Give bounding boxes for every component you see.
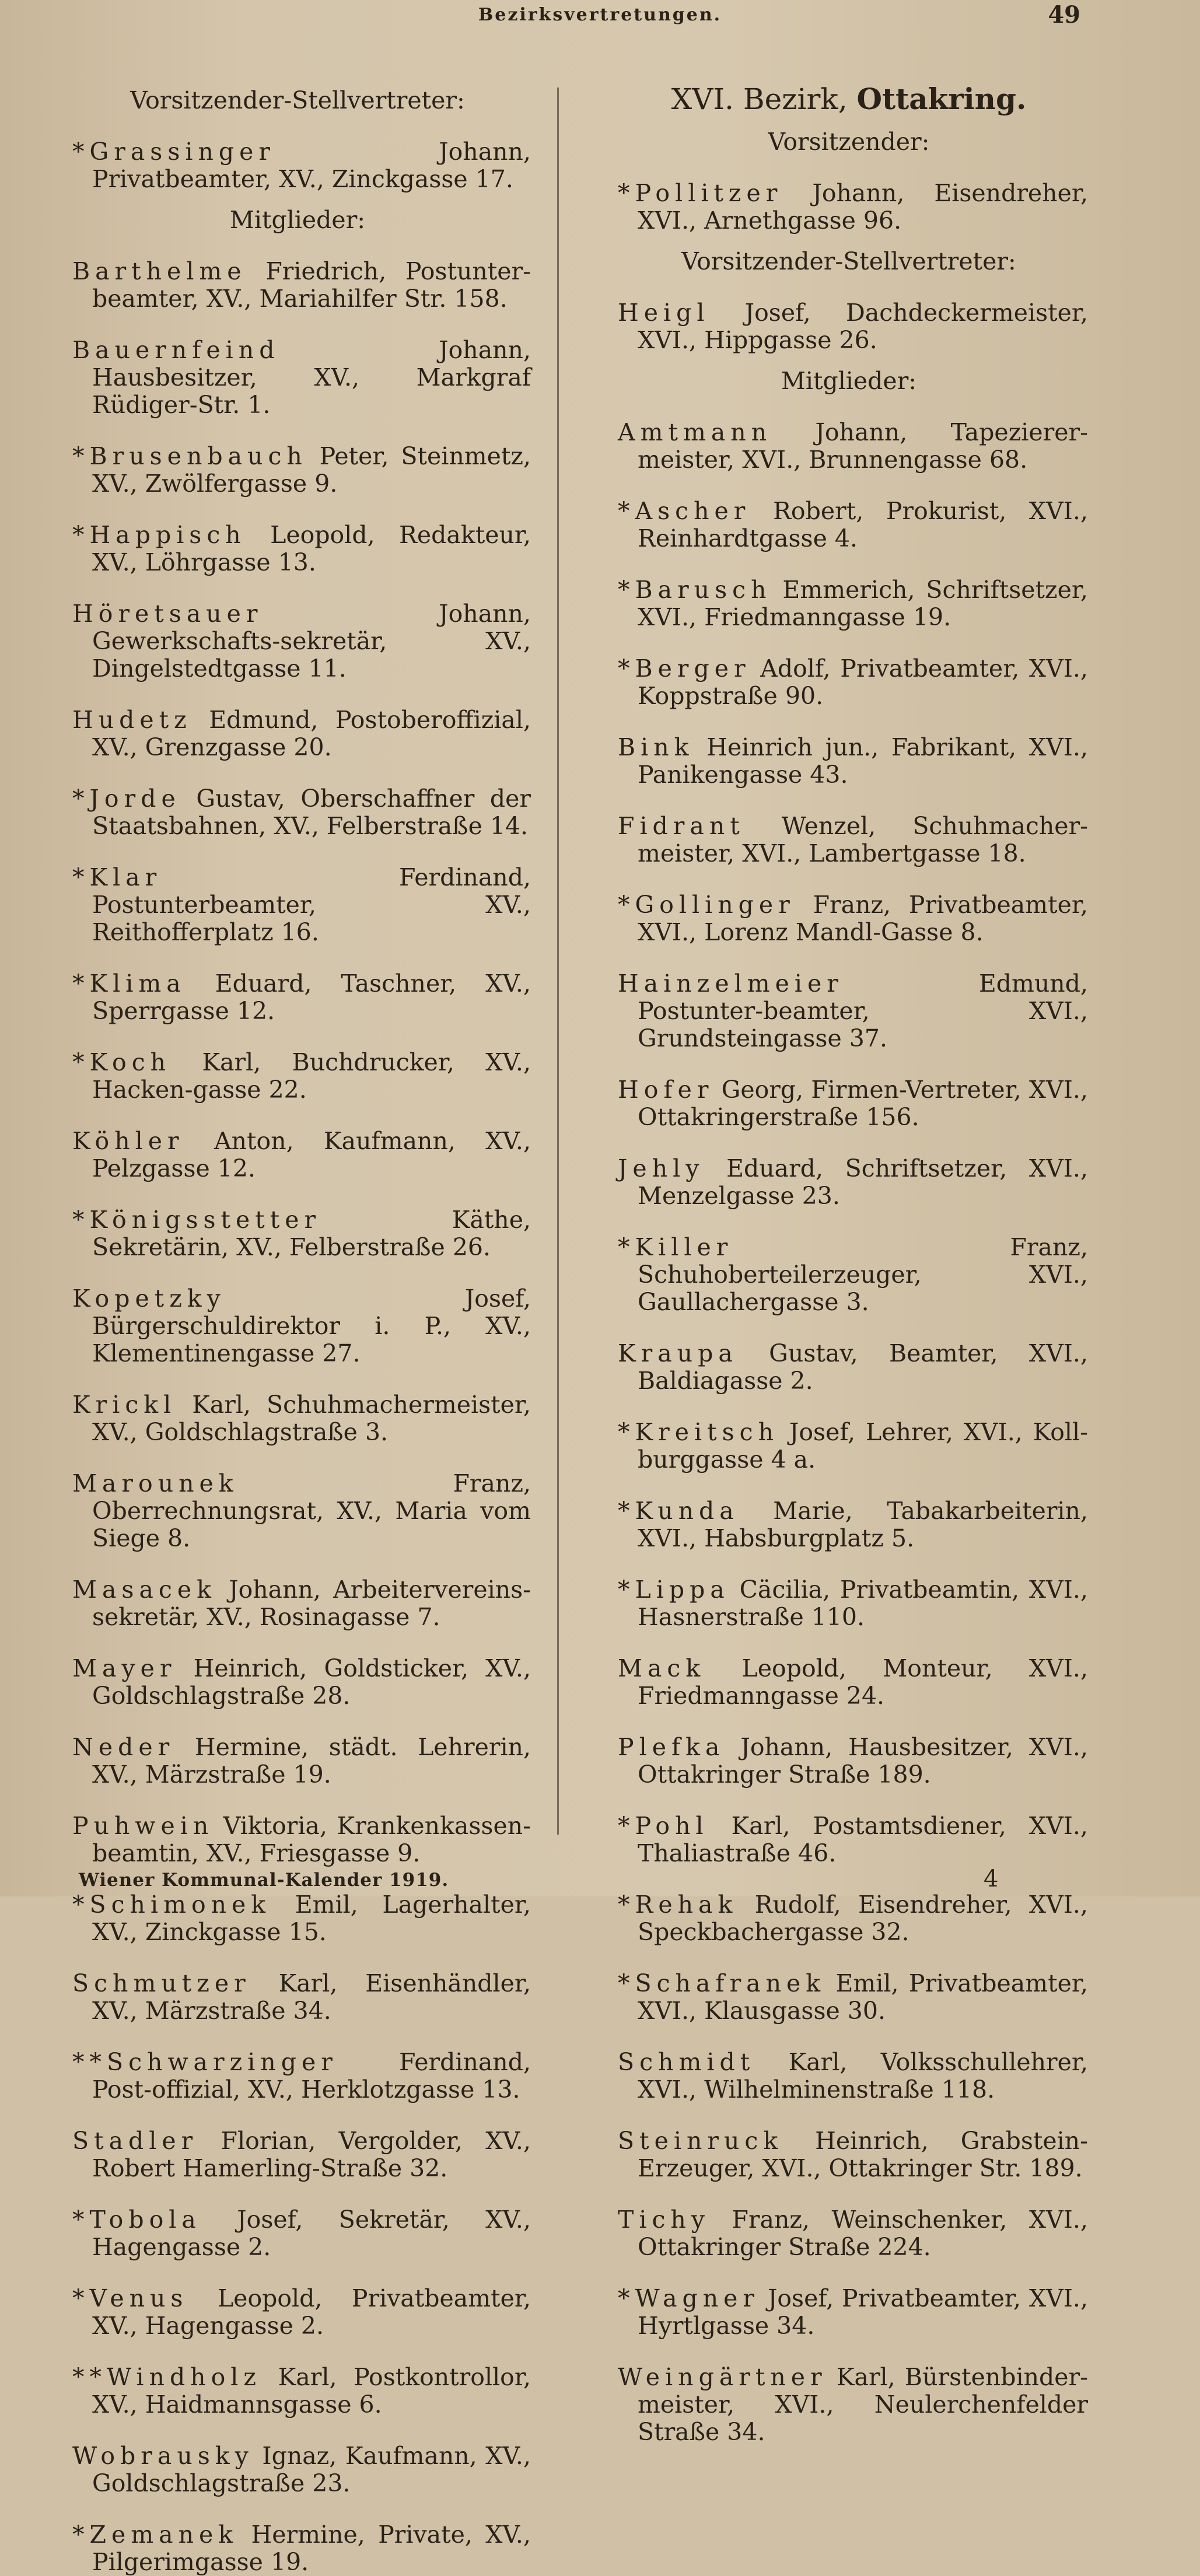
left-column bbox=[64, 82, 531, 2576]
column-divider bbox=[557, 88, 559, 1835]
entry-details: Karl, Bürstenbinder-meister, XVI., Neulerchenfelder Straße 34. bbox=[638, 2363, 1088, 2446]
list-item bbox=[610, 1155, 1088, 1210]
entry-surname: Hainzelmeier bbox=[618, 970, 844, 998]
entry-surname: Krickl bbox=[72, 1391, 177, 1419]
list-item bbox=[610, 2285, 1088, 2340]
list-item bbox=[64, 258, 531, 313]
entry-details: Ferdinand, Postunterbeamter, XV., Reithofferplatz 16. bbox=[92, 863, 531, 946]
entry-surname: *Barusch bbox=[618, 576, 772, 604]
entry-surname: *Rehak bbox=[618, 1891, 738, 1919]
list-item bbox=[610, 655, 1088, 710]
list-item bbox=[610, 1655, 1088, 1710]
entry-details: Franz, Schuhoberteilerzeuger, XVI., Gaullachergasse 3. bbox=[638, 1233, 1088, 1316]
entry-surname: Mayer bbox=[72, 1654, 177, 1682]
entry-surname: Heigl bbox=[618, 299, 710, 327]
list-item bbox=[610, 734, 1088, 789]
list-item bbox=[64, 2521, 531, 2576]
entry-details: Johann, Privatbeamter, XV., Zinckgasse 17. bbox=[92, 138, 531, 193]
entry-surname: Plefka bbox=[618, 1733, 725, 1761]
entry-surname: Amtmann bbox=[618, 418, 772, 446]
list-item bbox=[64, 864, 531, 946]
entry-details: Hermine, städt. Lehrerin, XV., Märzstraße 19. bbox=[92, 1733, 531, 1788]
list-item bbox=[610, 299, 1088, 354]
entry-surname: Neder bbox=[72, 1733, 175, 1761]
entry-details: Peter, Steinmetz, XV., Zwölfergasse 9. bbox=[92, 442, 531, 498]
members-heading: Mitglieder: bbox=[229, 206, 366, 234]
list-item bbox=[64, 2442, 531, 2497]
entry-details: Gustav, Oberschaffner der Staatsbahnen, XV., Felberstraße 14. bbox=[92, 785, 531, 840]
entry-surname: *Grassinger bbox=[72, 138, 276, 166]
entry-surname: *Klar bbox=[72, 863, 162, 891]
members-list bbox=[610, 419, 1088, 2446]
entry-surname: Jehly bbox=[618, 1154, 705, 1182]
list-item bbox=[610, 1734, 1088, 1788]
entry-surname: Kraupa bbox=[618, 1339, 738, 1367]
entry-details: Josef, Dachdeckermeister, XVI., Hippgasse 26. bbox=[638, 299, 1088, 354]
entry-details: Heinrich, Goldsticker, XV., Goldschlagstraße 28. bbox=[92, 1654, 531, 1710]
entry-surname: *Happisch bbox=[72, 521, 246, 549]
page-number: 49 bbox=[1048, 1, 1080, 29]
entry-surname: *Zemanek bbox=[72, 2521, 239, 2549]
deputy-list bbox=[610, 299, 1088, 354]
list-item bbox=[64, 1128, 531, 1182]
list-item bbox=[610, 1812, 1088, 1867]
entry-surname: Bink bbox=[618, 733, 694, 761]
entry-surname: *Koch bbox=[72, 1048, 172, 1076]
entry-surname: *Ascher bbox=[618, 497, 751, 525]
entry-details: Johann, Hausbesitzer, XVI., Ottakringer Straße 189. bbox=[638, 1733, 1088, 1788]
list-item bbox=[610, 970, 1088, 1052]
entry-details: Marie, Tabakarbeiterin, XVI., Habsburgplatz 5. bbox=[638, 1497, 1088, 1552]
list-item bbox=[610, 813, 1088, 867]
chair-heading: Vorsitzender: bbox=[768, 128, 930, 156]
deputy-heading: Vorsitzender-Stellvertreter: bbox=[130, 86, 465, 114]
entry-details: Georg, Firmen-Vertreter, XVI., Ottakringerstraße 156. bbox=[638, 1076, 1088, 1131]
list-item bbox=[64, 600, 531, 682]
entry-surname: Hofer bbox=[618, 1076, 714, 1104]
list-item bbox=[610, 1419, 1088, 1474]
entry-details: Eduard, Schriftsetzer, XVI., Menzelgasse 23. bbox=[638, 1154, 1088, 1210]
footer-publication: Wiener Kommunal-Kalender 1919. bbox=[79, 1870, 449, 1891]
entry-surname: *Tobola bbox=[72, 2206, 201, 2234]
entry-surname: Mack bbox=[618, 1654, 706, 1682]
entry-details: Karl, Postkontrollor, XV., Haidmannsgasse 6. bbox=[92, 2363, 531, 2418]
list-item bbox=[64, 522, 531, 576]
entry-surname: *Venus bbox=[72, 2284, 188, 2312]
entry-surname: *Schafranek bbox=[618, 1969, 826, 1997]
entry-details: Friedrich, Postunter-beamter, XV., Mariahilfer Str. 158. bbox=[92, 257, 531, 313]
entry-details: Franz, Oberrechnungsrat, XV., Maria vom Siege 8. bbox=[92, 1469, 531, 1552]
list-item bbox=[610, 1497, 1088, 1552]
running-head: Bezirksvertretungen. bbox=[478, 5, 722, 25]
entry-surname: *Lippa bbox=[618, 1576, 730, 1604]
entry-surname: Kopetzky bbox=[72, 1284, 226, 1312]
entry-details: Edmund, Postoberoffizial, XV., Grenzgasse 20. bbox=[92, 706, 531, 761]
entry-surname: Schmutzer bbox=[72, 1969, 251, 1997]
list-item bbox=[610, 180, 1088, 235]
entry-details: Karl, Volksschullehrer, XVI., Wilhelminenstraße 118. bbox=[638, 2048, 1088, 2104]
entry-details: Johann, Hausbesitzer, XV., Markgraf Rüdiger-Str. 1. bbox=[92, 336, 531, 419]
entry-surname: Bauernfeind bbox=[72, 336, 280, 364]
entry-surname: Puhwein bbox=[72, 1812, 214, 1840]
right-column bbox=[610, 82, 1088, 2446]
list-item bbox=[610, 1891, 1088, 1946]
entry-details: Hermine, Private, XV., Pilgerimgasse 19. bbox=[92, 2521, 531, 2576]
list-item bbox=[610, 891, 1088, 946]
entry-surname: *Kunda bbox=[618, 1497, 739, 1525]
entry-surname: *Schimonek bbox=[72, 1891, 271, 1919]
entry-details: Karl, Schuhmachermeister, XV., Goldschlagstraße 3. bbox=[92, 1391, 531, 1446]
list-item bbox=[610, 1234, 1088, 1316]
entry-details: Florian, Vergolder, XV., Robert Hamerling-Straße 32. bbox=[92, 2127, 531, 2182]
list-item bbox=[64, 970, 531, 1025]
list-item bbox=[610, 419, 1088, 474]
entry-surname: *Killer bbox=[618, 1233, 733, 1261]
entry-surname: Steinruck bbox=[618, 2127, 783, 2155]
entry-details: Viktoria, Krankenkassen-beamtin, XV., Friesgasse 9. bbox=[92, 1812, 531, 1867]
entry-surname: Fidrant bbox=[618, 812, 745, 840]
entry-details: Johann, Gewerkschafts-sekretär, XV., Dingelstedtgasse 11. bbox=[92, 600, 531, 682]
list-item bbox=[610, 1576, 1088, 1631]
entry-details: Cäcilia, Privatbeamtin, XVI., Hasnerstraße 110. bbox=[638, 1576, 1088, 1631]
list-item bbox=[610, 2364, 1088, 2446]
entry-surname: *Pohl bbox=[618, 1812, 709, 1840]
list-item bbox=[64, 337, 531, 419]
entry-details: Käthe, Sekretärin, XV., Felberstraße 26. bbox=[92, 1206, 531, 1261]
entry-details: Franz, Weinschenker, XVI., Ottakringer Straße 224. bbox=[638, 2206, 1088, 2261]
entry-details: Leopold, Privatbeamter, XV., Hagengasse 2. bbox=[92, 2284, 531, 2340]
list-item bbox=[64, 1285, 531, 1367]
entry-surname: **Windholz bbox=[72, 2363, 261, 2391]
entry-details: Wenzel, Schuhmacher-meister, XVI., Lambertgasse 18. bbox=[638, 812, 1088, 867]
entry-details: Eduard, Taschner, XV., Sperrgasse 12. bbox=[92, 970, 531, 1025]
entry-surname: *Brusenbauch bbox=[72, 442, 307, 470]
entry-surname: **Schwarzinger bbox=[72, 2048, 338, 2076]
entry-details: Heinrich, Grabstein-Erzeuger, XVI., Ottakringer Str. 189. bbox=[638, 2127, 1088, 2182]
entry-surname: Weingärtner bbox=[618, 2363, 827, 2391]
list-item bbox=[64, 1576, 531, 1631]
members-heading: Mitglieder: bbox=[781, 367, 917, 395]
entry-details: Adolf, Privatbeamter, XVI., Koppstraße 90. bbox=[638, 654, 1088, 710]
chair-list bbox=[610, 180, 1088, 235]
entry-details: Rudolf, Eisendreher, XVI., Speckbachergasse 32. bbox=[638, 1891, 1088, 1946]
entry-details: Emil, Lagerhalter, XV., Zinckgasse 15. bbox=[92, 1891, 531, 1946]
list-item bbox=[64, 785, 531, 840]
deputy-list bbox=[64, 138, 531, 193]
entry-details: Johann, Eisendreher, XVI., Arnethgasse 96. bbox=[638, 179, 1088, 235]
entry-details: Anton, Kaufmann, XV., Pelzgasse 12. bbox=[92, 1127, 531, 1182]
entry-surname: Wobrausky bbox=[72, 2442, 254, 2470]
entry-details: Franz, Privatbeamter, XVI., Lorenz Mandl-Gasse 8. bbox=[638, 891, 1088, 946]
entry-details: Josef, Lehrer, XVI., Koll-burggasse 4 a. bbox=[638, 1418, 1088, 1474]
list-item bbox=[64, 2206, 531, 2261]
entry-surname: Stadler bbox=[72, 2127, 198, 2155]
entry-details: Karl, Buchdrucker, XV., Hacken-gasse 22. bbox=[92, 1048, 531, 1104]
list-item bbox=[64, 443, 531, 498]
entry-surname: Marounek bbox=[72, 1469, 239, 1497]
entry-details: Josef, Sekretär, XV., Hagengasse 2. bbox=[92, 2206, 531, 2261]
entry-surname: *Königsstetter bbox=[72, 1206, 321, 1234]
list-item bbox=[64, 1812, 531, 1867]
list-item bbox=[610, 2206, 1088, 2261]
list-item bbox=[64, 2127, 531, 2182]
list-item bbox=[64, 138, 531, 193]
entry-details: Josef, Bürgerschuldirektor i. P., XV., Klementinengasse 27. bbox=[92, 1284, 531, 1367]
list-item bbox=[64, 1970, 531, 2025]
entry-surname: Tichy bbox=[618, 2206, 710, 2234]
entry-details: Leopold, Redakteur, XV., Löhrgasse 13. bbox=[92, 521, 531, 576]
list-item bbox=[64, 1470, 531, 1552]
entry-surname: *Pollitzer bbox=[618, 179, 783, 207]
list-item bbox=[64, 1734, 531, 1788]
entry-details: Heinrich jun., Fabrikant, XVI., Panikengasse 43. bbox=[638, 733, 1088, 789]
entry-surname: Köhler bbox=[72, 1127, 184, 1155]
entry-details: Johann, Tapezierer-meister, XVI., Brunnengasse 68. bbox=[638, 418, 1088, 474]
entry-surname: *Jorde bbox=[72, 785, 181, 813]
list-item bbox=[64, 1391, 531, 1446]
list-item bbox=[64, 2285, 531, 2340]
entry-surname: *Kreitsch bbox=[618, 1418, 779, 1446]
list-item bbox=[610, 498, 1088, 552]
entry-surname: *Berger bbox=[618, 654, 751, 682]
district-prefix: XVI. Bezirk, bbox=[671, 82, 848, 116]
list-item bbox=[64, 1655, 531, 1710]
entry-details: Ignaz, Kaufmann, XV., Goldschlagstraße 23. bbox=[92, 2442, 531, 2497]
entry-details: Ferdinand, Post-offizial, XV., Herklotzgasse 13. bbox=[92, 2048, 531, 2104]
entry-details: Leopold, Monteur, XVI., Friedmanngasse 24. bbox=[638, 1654, 1088, 1710]
district-title bbox=[610, 82, 1088, 116]
list-item bbox=[64, 1206, 531, 1261]
list-item bbox=[610, 2127, 1088, 2182]
entry-surname: Barthelme bbox=[72, 257, 247, 285]
entry-details: Josef, Privatbeamter, XVI., Hyrtlgasse 34. bbox=[638, 2284, 1088, 2340]
entry-surname: Masacek bbox=[72, 1576, 216, 1604]
entry-surname: *Klima bbox=[72, 970, 186, 998]
list-item bbox=[64, 706, 531, 761]
entry-details: Gustav, Beamter, XVI., Baldiagasse 2. bbox=[638, 1339, 1088, 1395]
list-item bbox=[610, 576, 1088, 631]
entry-details: Robert, Prokurist, XVI., Reinhardtgasse 4. bbox=[638, 497, 1088, 552]
entry-details: Karl, Eisenhändler, XV., Märzstraße 34. bbox=[92, 1969, 531, 2025]
district-name: Ottakring. bbox=[856, 82, 1027, 116]
entry-details: Emil, Privatbeamter, XVI., Klausgasse 30. bbox=[638, 1969, 1088, 2025]
list-item bbox=[64, 2049, 531, 2104]
list-item bbox=[610, 1340, 1088, 1395]
entry-surname: *Wagner bbox=[618, 2284, 760, 2312]
entry-details: Emmerich, Schriftsetzer, XVI., Friedmanngasse 19. bbox=[638, 576, 1088, 631]
entry-surname: Schmidt bbox=[618, 2048, 755, 2076]
entry-surname: Hudetz bbox=[72, 706, 192, 734]
deputy-heading: Vorsitzender-Stellvertreter: bbox=[681, 247, 1016, 275]
list-item bbox=[64, 1891, 531, 1946]
list-item bbox=[610, 1970, 1088, 2025]
entry-surname: Höretsauer bbox=[72, 600, 263, 628]
entry-details: Karl, Postamtsdiener, XVI., Thaliastraße 46. bbox=[638, 1812, 1088, 1867]
footer-signature-mark: 4 bbox=[984, 1866, 999, 1892]
entry-surname: *Gollinger bbox=[618, 891, 795, 919]
list-item bbox=[64, 1049, 531, 1104]
entry-details: Johann, Arbeitervereins-sekretär, XV., Rosinagasse 7. bbox=[92, 1576, 531, 1631]
list-item bbox=[610, 1076, 1088, 1131]
entry-details: Edmund, Postunter-beamter, XVI., Grundsteingasse 37. bbox=[638, 970, 1088, 1052]
list-item bbox=[610, 2049, 1088, 2104]
list-item bbox=[64, 2364, 531, 2418]
members-list bbox=[64, 258, 531, 2576]
